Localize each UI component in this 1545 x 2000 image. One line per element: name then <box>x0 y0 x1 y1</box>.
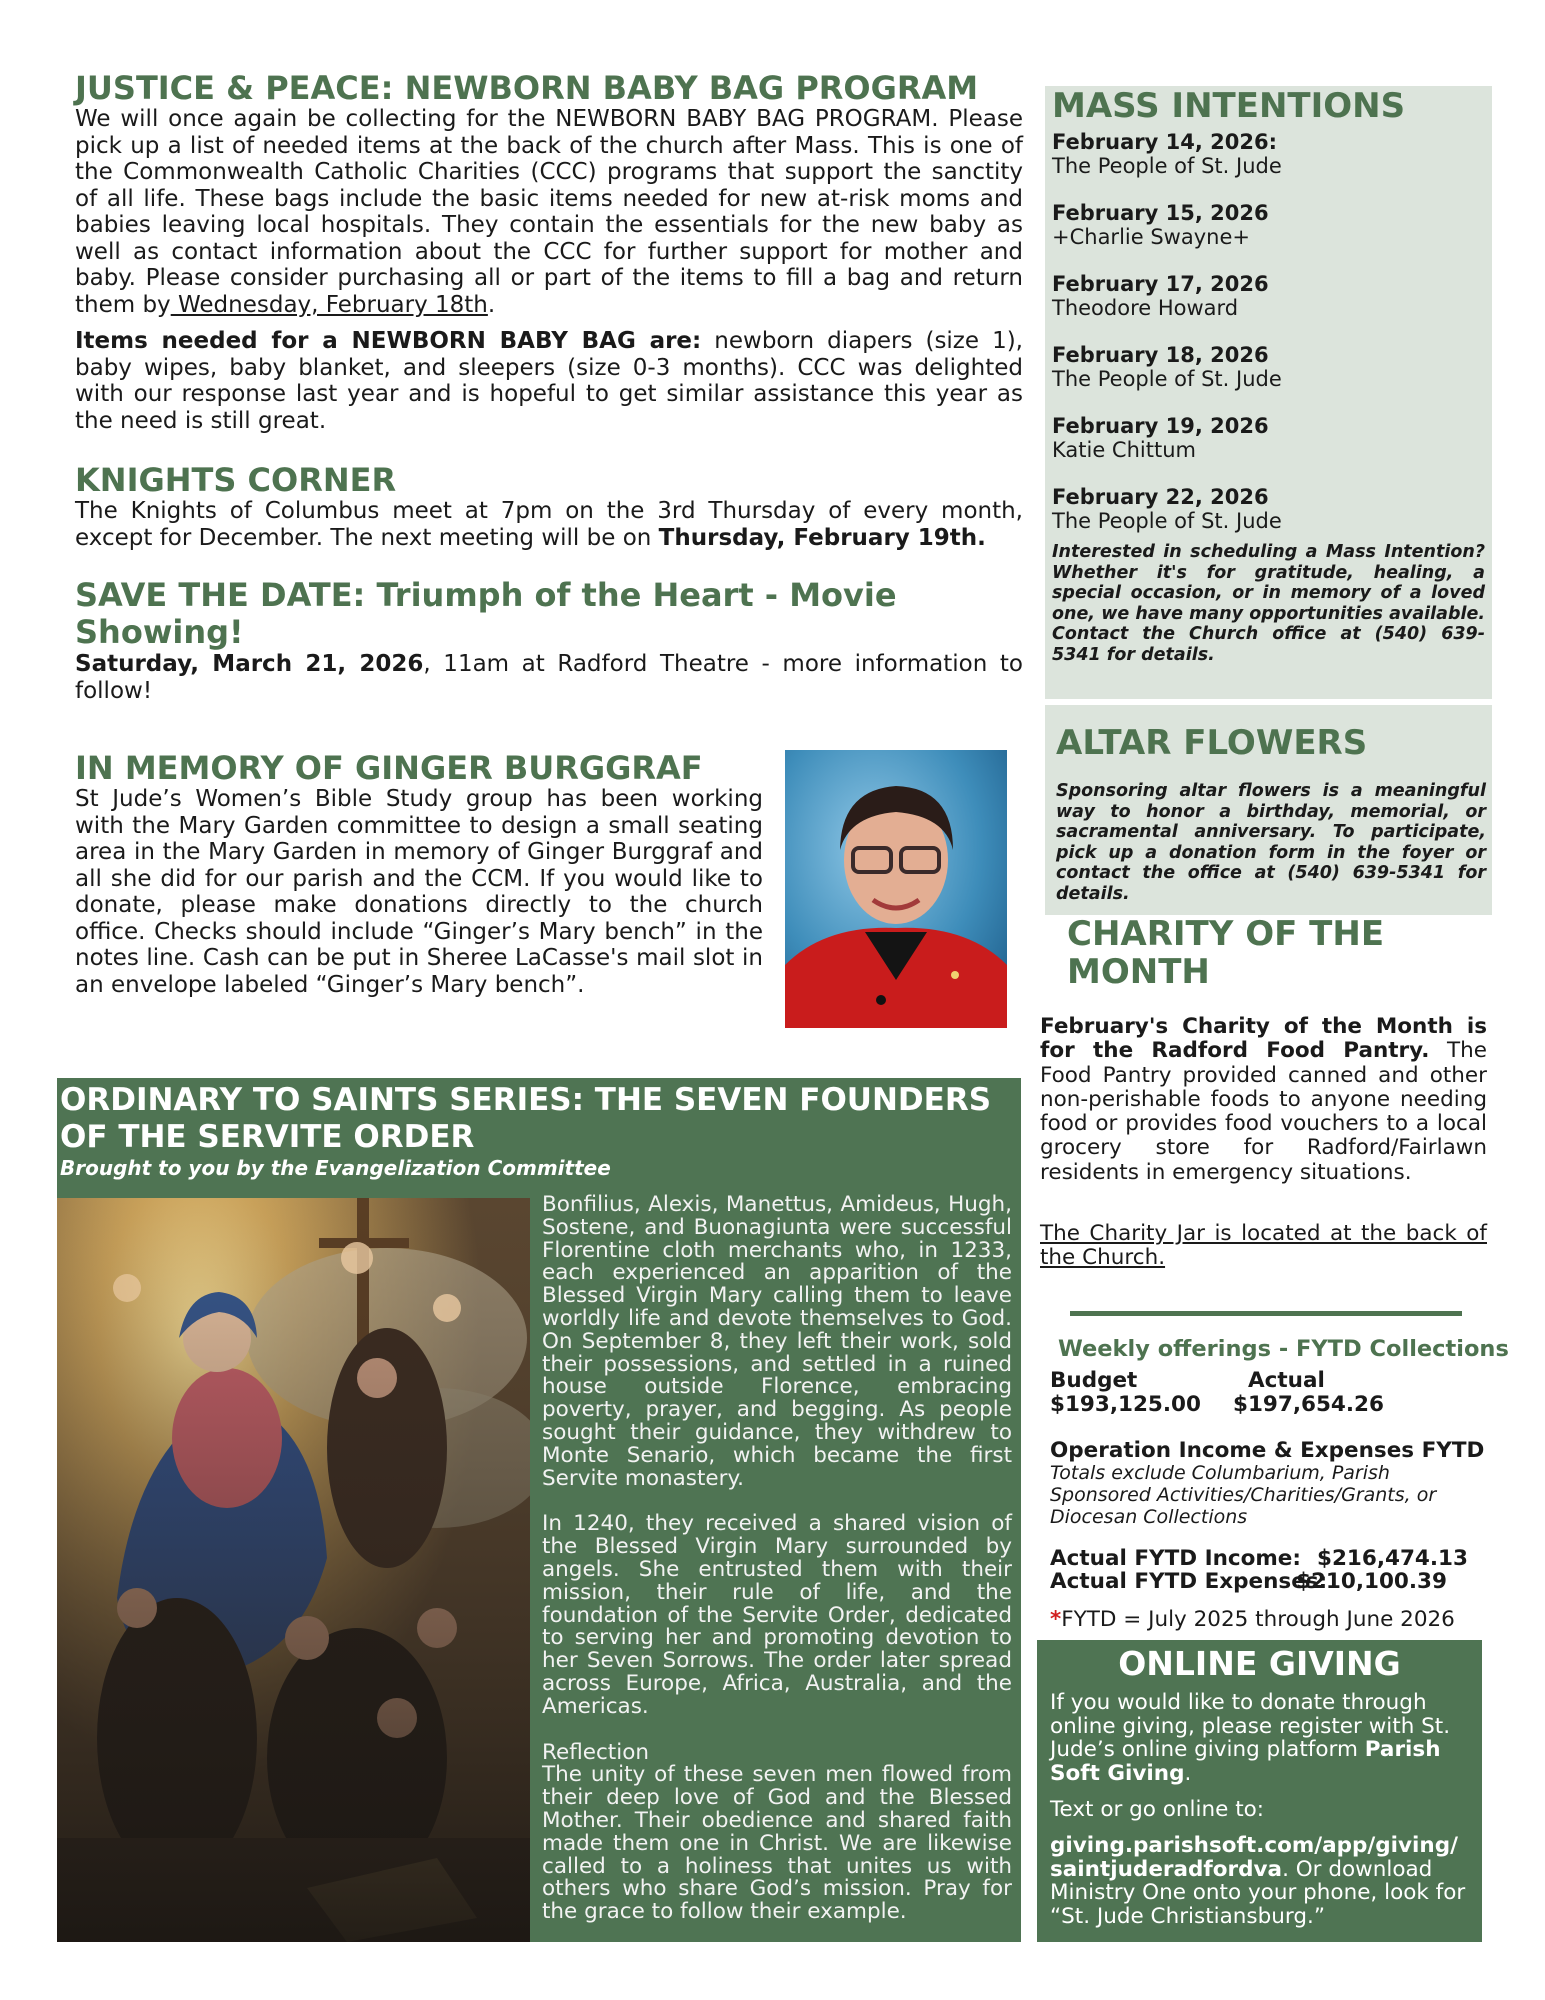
save-date-title: SAVE THE DATE: Triumph of the Heart - Movie Showing! <box>75 576 897 651</box>
altar-note: Sponsoring altar flowers is a meaningful way to honor a birthday, memorial, or sacramental anniversary. To participate, pick up a donation form in the foyer or contact the office at (540) 639-5341 for details. <box>1056 781 1486 904</box>
reflection-label: Reflection <box>542 1739 649 1765</box>
knights-corner-section <box>75 462 1023 551</box>
budget-value: $193,125.00 <box>1050 1392 1201 1417</box>
divider <box>1070 1311 1462 1316</box>
ginger-portrait-photo <box>785 750 1007 1028</box>
list-item: February 22, 2026 The People of St. Jude <box>1052 485 1282 533</box>
save-the-date-section <box>75 577 1023 704</box>
justice-peace-section <box>75 70 1023 434</box>
online-text-2: Text or go online to: <box>1050 1797 1265 1822</box>
online-url-text: giving.parishsoft.com/app/giving/ saintjuderadfordva. Or download Ministry One onto your phone, look for “St. Jude Christiansburg.” <box>1050 1833 1466 1929</box>
mass-note: Interested in scheduling a Mass Intention? Whether it's for gratitude, healing, a special occasion, or in memory of a loved one, we have many opportunities available. Contact the Church office at (540) 639-5341 for details. <box>1052 542 1485 665</box>
income-label: Actual FYTD Income: <box>1050 1546 1301 1571</box>
knights-title: KNIGHTS CORNER <box>75 461 397 499</box>
justice-body: We will once again be collecting for the NEWBORN BABY BAG PROGRAM. Please pick up a list of needed items at the back of the church after Mass. This is one of the Commonwealth Catholic Charities (CCC) programs that support the sanctity of all life. These bags include the basic items needed for new at-risk moms and babies leaving local hospitals. They contain the essentials for the new baby as well as contact information about the CCC for further support for mother and baby. Please consider purchasing all or part of the items to fill a bag and return them by Wednesday, February 18th. <box>75 106 1023 318</box>
income-value: $216,474.13 <box>1317 1546 1468 1571</box>
altar-flowers-box <box>1045 705 1492 915</box>
saints-series-section <box>57 1078 1021 1942</box>
altar-title: ALTAR FLOWERS <box>1056 723 1368 763</box>
operation-note: Totals exclude Columbarium, Parish Sponsored Activities/Charities/Grants, or Diocesan Collections <box>1050 1462 1437 1528</box>
in-memory-section <box>75 750 763 998</box>
memory-body: St Jude’s Women’s Bible Study group has been working with the Mary Garden committee to design a small seating area in the Mary Garden in memory of Ginger Burggraf and all she did for our parish and the CCM. If you would like to donate, please make donations directly to the church office. Checks should include “Ginger’s Mary bench” in the notes line. Cash can be put in Sheree LaCasse's mail slot in an envelope labeled “Ginger’s Mary bench”. <box>75 786 763 998</box>
giving-url-link[interactable]: giving.parishsoft.com/app/giving/ saintjuderadfordva <box>1050 1833 1458 1882</box>
mass-intentions-box <box>1045 86 1492 699</box>
expenses-label: Actual FYTD Expenses: <box>1050 1569 1328 1594</box>
saints-title: ORDINARY TO SAINTS SERIES: THE SEVEN FOUNDERS OF THE SERVITE ORDER <box>60 1082 992 1155</box>
mass-title: MASS INTENTIONS <box>1052 86 1406 126</box>
offerings-title: Weekly offerings - FYTD Collections <box>1058 1336 1509 1362</box>
fytd-note: *FYTD = July 2025 through June 2026 <box>1050 1607 1455 1632</box>
charity-jar-note: The Charity Jar is located at the back of the Church. <box>1040 1221 1487 1271</box>
seven-founders-painting <box>57 1198 530 1942</box>
actual-value: $197,654.26 <box>1233 1392 1384 1417</box>
knights-body: The Knights of Columbus meet at 7pm on the 3rd Thursday of every month, except for December. The next meeting will be on Thursday, February 19th. <box>75 498 1023 551</box>
justice-items: Items needed for a NEWBORN BABY BAG are: newborn diapers (size 1), baby wipes, baby blanket, and sleepers (size 0-3 months). CCC was delighted with our response last year and is hopeful to get similar assistance this year as the need is still great. <box>75 328 1023 434</box>
justice-title: JUSTICE & PEACE: NEWBORN BABY BAG PROGRAM <box>75 69 979 107</box>
save-date-body: Saturday, March 21, 2026, 11am at Radford Theatre - more information to follow! <box>75 651 1024 704</box>
mass-intentions-list <box>1052 130 1482 556</box>
online-title: ONLINE GIVING <box>1118 1644 1401 1683</box>
saints-reflection: The unity of these seven men flowed from their deep love of God and the Blessed Mother. Their obedience and shared faith made them one in Christ. We are likewise called to a holiness that unites us with others who share God’s mission. Pray for the grace to follow their example. <box>542 1762 1012 1925</box>
justice-deadline: Wednesday, February 18th <box>170 291 488 318</box>
list-item: February 14, 2026: The People of St. Jude <box>1052 130 1282 178</box>
budget-label: Budget <box>1050 1368 1138 1393</box>
list-item: February 18, 2026 The People of St. Jude <box>1052 343 1282 391</box>
online-text: If you would like to donate through online giving, please register with St. Jude’s online giving platform Parish Soft Giving. <box>1050 1690 1451 1786</box>
saints-para2: In 1240, they received a shared vision of the Blessed Virgin Mary surrounded by angels. She entrusted them with their mission, their rule of life, and the foundation of the Servite Order, dedicated to serving her and promoting devotion to her Seven Sorrows. The order later spread across Europe, Africa, Australia, and the Americas. <box>542 1511 1012 1719</box>
saints-subtitle: Brought to you by the Evangelization Committee <box>60 1156 611 1180</box>
charity-body: February's Charity of the Month is for the Radford Food Pantry. The Food Pantry provided canned and other non-perishable foods to anyone needing food or provides food vouchers to a local grocery store for Radford/Fairlawn residents in emergency situations. <box>1040 1014 1487 1185</box>
list-item: February 17, 2026 Theodore Howard <box>1052 272 1269 320</box>
saints-para1: Bonfilius, Alexis, Manettus, Amideus, Hugh, Sostene, and Buonagiunta were successful Florentine cloth merchants who, in 1233, each experienced an apparition of the Blessed Virgin Mary calling them to leave worldly life and devote themselves to God. On September 8, they left their work, sold their possessions, and settled in a ruined house outside Florence, embracing poverty, prayer, and begging. As people sought their guidance, they withdrew to Monte Senario, which became the first Servite monastery. <box>542 1192 1012 1491</box>
charity-title: CHARITY OF THE MONTH <box>1067 914 1385 992</box>
saints-text <box>542 1194 1012 1924</box>
knights-next-meeting: Thursday, February 19th. <box>658 524 986 551</box>
memory-title: IN MEMORY OF GINGER BURGGRAF <box>75 749 703 787</box>
list-item: February 15, 2026 +Charlie Swayne+ <box>1052 201 1269 249</box>
online-giving-box <box>1037 1640 1482 1942</box>
actual-label: Actual <box>1248 1368 1325 1393</box>
operation-title: Operation Income & Expenses FYTD <box>1050 1438 1485 1463</box>
list-item: February 19, 2026 Katie Chittum <box>1052 414 1269 462</box>
expenses-value: $210,100.39 <box>1296 1569 1447 1594</box>
parish-soft-link[interactable]: Parish Soft Giving <box>1050 1737 1441 1786</box>
